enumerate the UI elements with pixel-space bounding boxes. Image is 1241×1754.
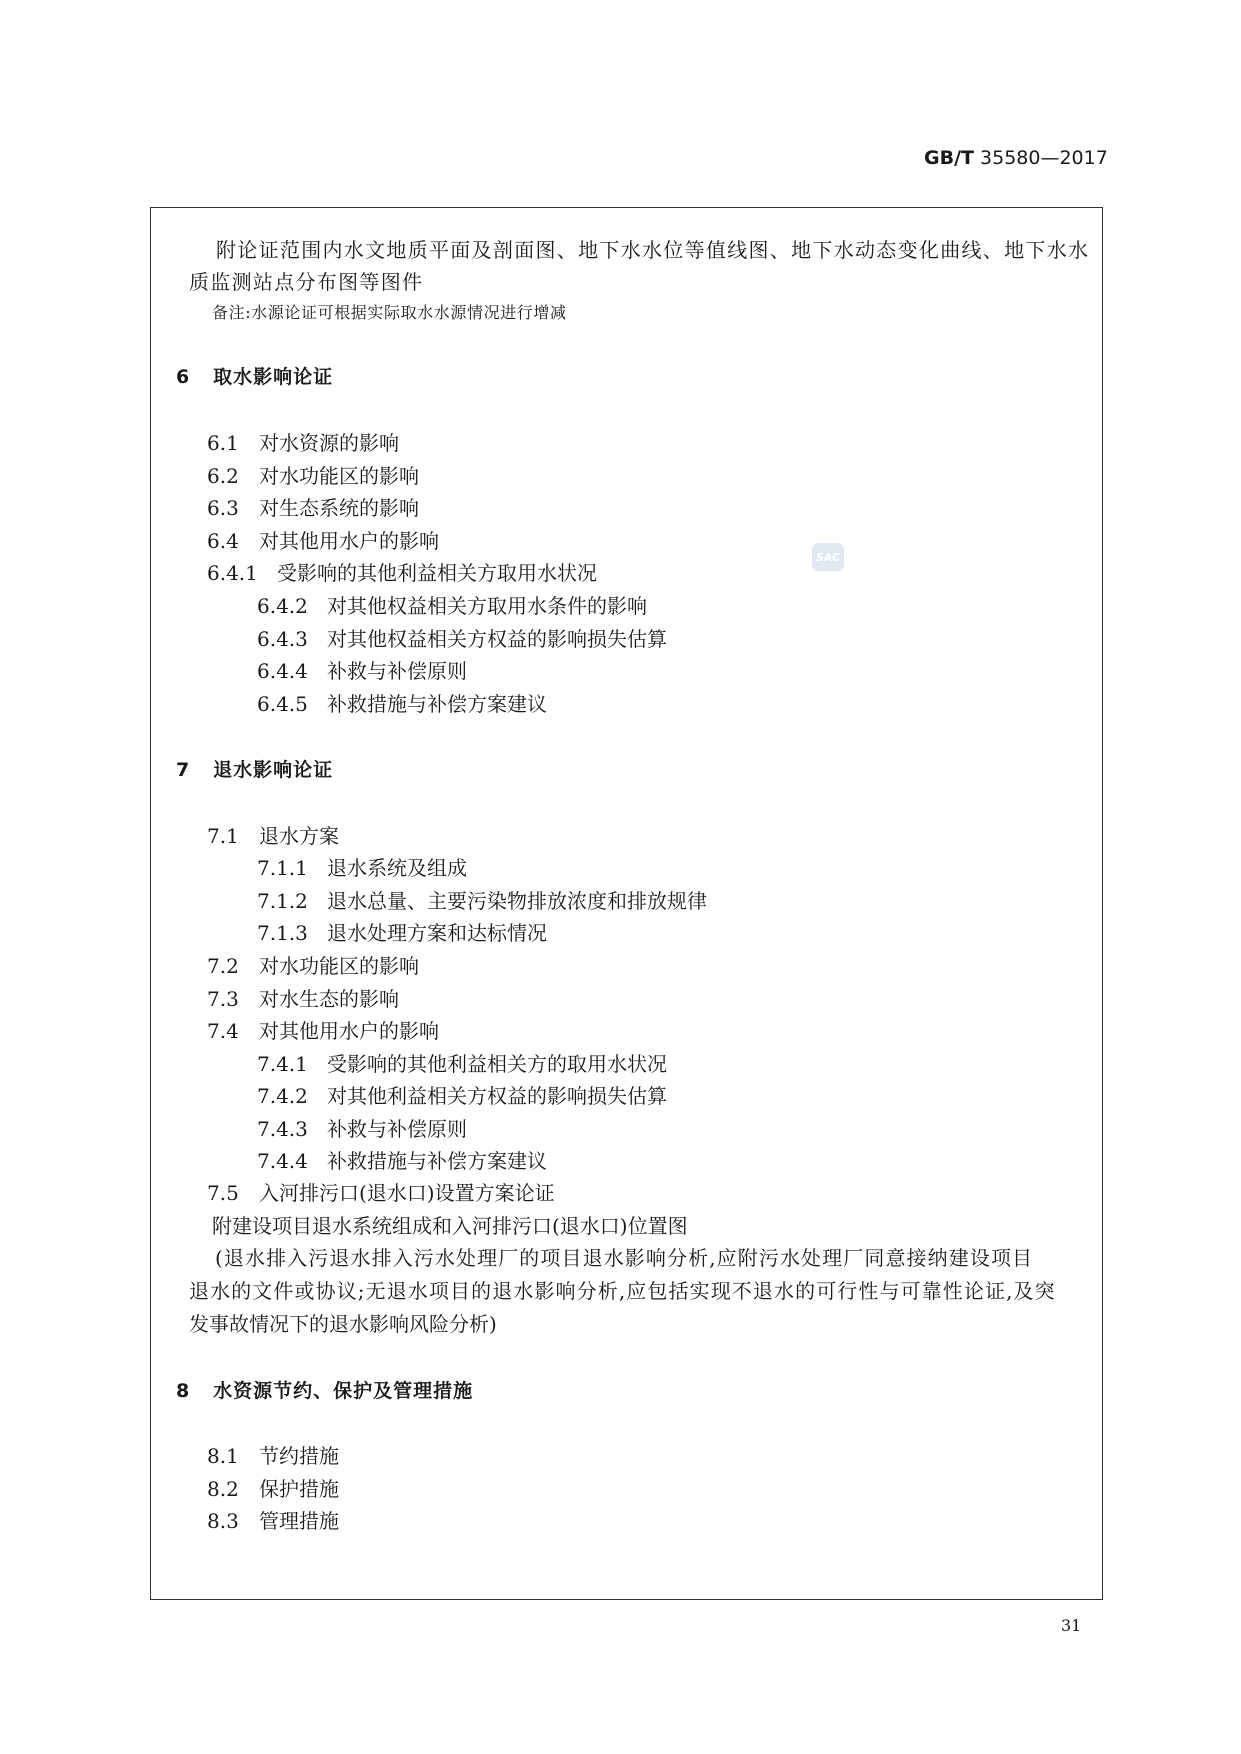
section-7-heading [176, 755, 333, 782]
standard-prefix: GB/T [924, 147, 974, 169]
item-text: 对水功能区的影响 [259, 464, 419, 488]
list-item [257, 1048, 667, 1077]
list-item [257, 655, 467, 684]
item-number: 7.4.3 [257, 1117, 308, 1141]
item-text: 补救与补偿原则 [327, 1117, 467, 1141]
section-title: 退水影响论证 [213, 759, 334, 781]
list-item [257, 917, 547, 946]
item-number: 7.1.3 [257, 921, 308, 945]
item-text: 对生态系统的影响 [259, 496, 419, 520]
item-text: 补救措施与补偿方案建议 [327, 1149, 547, 1173]
item-number: 7.1.1 [257, 856, 308, 880]
list-item [257, 623, 667, 652]
section-number: 6 [176, 366, 191, 388]
list-item [207, 950, 419, 979]
paragraph-line-2: 退水的文件或协议;无退水项目的退水影响分析,应包括实现不退水的可行性与可靠性论证,及突 [189, 1279, 1056, 1303]
item-text: 对水功能区的影响 [259, 954, 419, 978]
item-text: 退水方案 [259, 824, 339, 848]
item-text: 受影响的其他利益相关方取用水状况 [277, 561, 597, 585]
section-number: 7 [176, 759, 191, 781]
list-item [257, 852, 467, 881]
intro-note: 备注:水源论证可根据实际取水水源情况进行增减 [212, 303, 567, 322]
item-number: 8.3 [207, 1509, 239, 1533]
list-item [207, 1015, 439, 1044]
item-number: 6.1 [207, 431, 239, 455]
list-item [207, 557, 597, 586]
list-item [207, 460, 419, 489]
item-text: 退水处理方案和达标情况 [327, 921, 547, 945]
list-item [207, 1505, 339, 1534]
section-title: 水资源节约、保护及管理措施 [213, 1380, 474, 1402]
list-item [257, 1145, 547, 1174]
list-item [257, 885, 707, 914]
item-text: 退水系统及组成 [327, 856, 467, 880]
list-item [207, 1177, 555, 1206]
item-number: 7.4 [207, 1019, 239, 1043]
attachment-note: 附建设项目退水系统组成和入河排污口(退水口)位置图 [212, 1214, 688, 1238]
list-item [257, 1113, 467, 1142]
item-number: 6.4.1 [207, 561, 258, 585]
section-number: 8 [176, 1380, 191, 1402]
section-title: 取水影响论证 [213, 366, 334, 388]
item-number: 6.4.5 [257, 692, 308, 716]
item-text: 对其他权益相关方权益的影响损失估算 [327, 627, 667, 651]
item-number: 7.2 [207, 954, 239, 978]
list-item [257, 688, 547, 717]
item-number: 7.4.4 [257, 1149, 308, 1173]
intro-line-1: 附论证范围内水文地质平面及剖面图、地下水水位等值线图、地下水动态变化曲线、地下水水 [216, 238, 1090, 262]
item-number: 7.1.2 [257, 889, 308, 913]
item-number: 6.4.4 [257, 659, 308, 683]
item-number: 7.4.2 [257, 1084, 308, 1108]
item-text: 退水总量、主要污染物排放浓度和排放规律 [327, 889, 707, 913]
list-item [207, 1473, 339, 1502]
list-item [257, 1080, 667, 1109]
item-text: 对其他权益相关方取用水条件的影响 [327, 594, 647, 618]
list-item [207, 492, 419, 521]
list-item [207, 1440, 339, 1469]
sac-watermark-logo: SAC [812, 543, 844, 571]
item-number: 6.4 [207, 529, 239, 553]
item-number: 6.2 [207, 464, 239, 488]
paragraph-line-3: 发事故情况下的退水影响风险分析) [189, 1312, 497, 1336]
item-text: 补救与补偿原则 [327, 659, 467, 683]
list-item [207, 983, 399, 1012]
paragraph-line-1: (退水排入污退水排入污水处理厂的项目退水影响分析,应附污水处理厂同意接纳建设项目 [215, 1246, 1034, 1270]
item-text: 管理措施 [259, 1509, 339, 1533]
item-number: 6.4.2 [257, 594, 308, 618]
item-number: 6.3 [207, 496, 239, 520]
section-8-heading [176, 1376, 473, 1403]
item-number: 8.2 [207, 1477, 239, 1501]
item-text: 对其他利益相关方权益的影响损失估算 [327, 1084, 667, 1108]
item-number: 7.4.1 [257, 1052, 308, 1076]
item-text: 入河排污口(退水口)设置方案论证 [259, 1181, 555, 1205]
item-text: 对水生态的影响 [259, 987, 399, 1011]
item-number: 7.5 [207, 1181, 239, 1205]
list-item [207, 525, 439, 554]
item-number: 6.4.3 [257, 627, 308, 651]
standard-code [924, 147, 1108, 169]
item-text: 保护措施 [259, 1477, 339, 1501]
standard-number: 35580—2017 [980, 147, 1108, 169]
item-text: 补救措施与补偿方案建议 [327, 692, 547, 716]
item-text: 对其他用水户的影响 [259, 529, 439, 553]
item-number: 7.1 [207, 824, 239, 848]
item-number: 8.1 [207, 1444, 239, 1468]
item-text: 对水资源的影响 [259, 431, 399, 455]
item-text: 受影响的其他利益相关方的取用水状况 [327, 1052, 667, 1076]
item-number: 7.3 [207, 987, 239, 1011]
list-item [257, 590, 647, 619]
item-text: 节约措施 [259, 1444, 339, 1468]
section-6-heading [176, 362, 333, 389]
list-item [207, 820, 339, 849]
intro-line-2: 质监测站点分布图等图件 [189, 270, 424, 294]
page-number: 31 [1061, 1616, 1082, 1635]
item-text: 对其他用水户的影响 [259, 1019, 439, 1043]
list-item [207, 427, 399, 456]
